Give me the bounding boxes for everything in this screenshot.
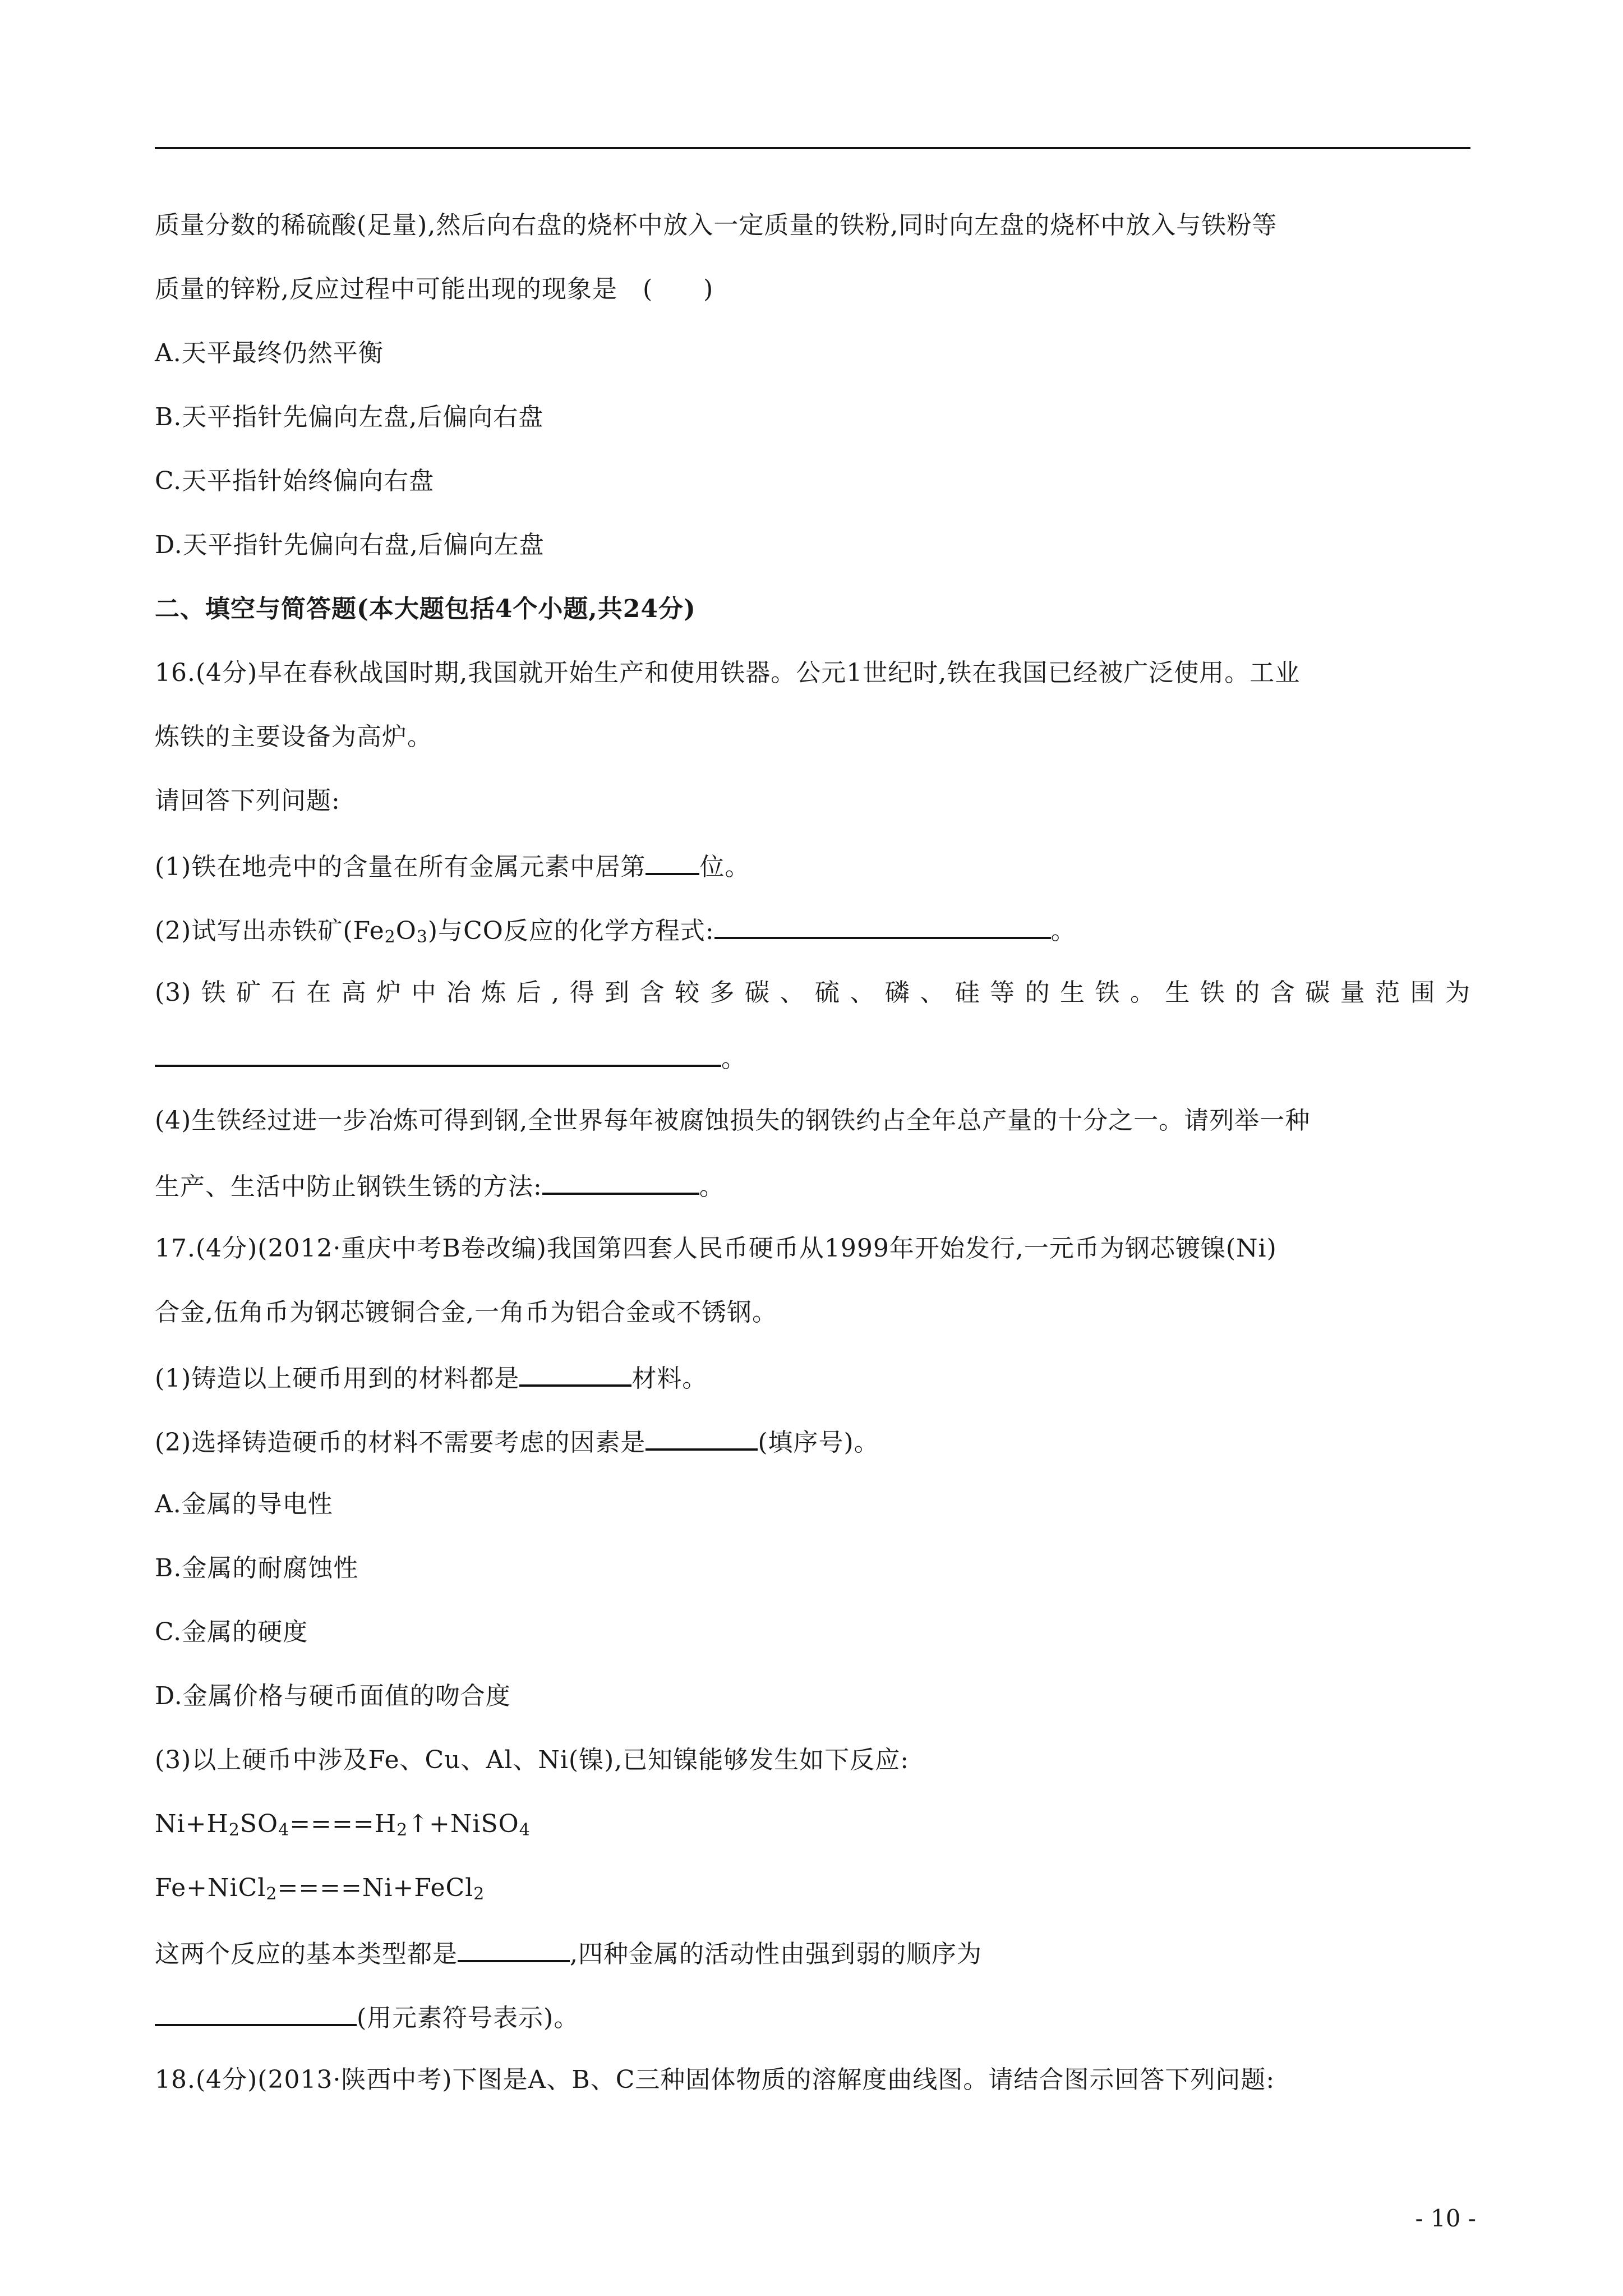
page-number: - 10 - [1415,2205,1476,2232]
equation-2 [155,1871,485,1905]
equation-1 [155,1807,531,1841]
q17-option-b: B.金属的耐腐蚀性 [155,1554,359,1582]
q16-line2: 炼铁的主要设备为高炉。 [155,723,432,751]
section-title: 二、填空与简答题(本大题包括4个小题,共24分) [155,595,696,623]
q16-part4-text: 生产、生活中防止钢铁生锈的方法: [155,1172,542,1201]
q16-part1-end: 位。 [699,853,750,881]
subscript: 2 [228,1820,240,1840]
q16-part3-end: 。 [721,1045,746,1073]
q16-part2-text2: )与CO反应的化学方程式: [427,917,714,945]
q16-part4-end: 。 [699,1172,725,1201]
subscript: 2 [266,1884,278,1904]
q17-line2: 合金,伍角币为钢芯镀铜合金,一角币为铝合金或不锈钢。 [155,1298,777,1327]
eq-text: ====Ni+FeCl [277,1874,474,1902]
q16-part2 [155,912,1076,948]
eq-text: Ni+H [155,1810,229,1838]
q17-part2 [155,1424,879,1460]
eq-text: ====H [289,1810,397,1838]
answer-blank[interactable] [714,912,1051,939]
q17-part1 [155,1360,707,1396]
q16-part4-line2 [155,1168,725,1204]
eq-text: ↑+NiSO [408,1810,519,1838]
q17-part2-end: (填序号)。 [758,1428,879,1457]
q17-part2-text: (2)选择铸造硬币的材料不需要考虑的因素是 [155,1428,646,1457]
subscript: 4 [519,1820,531,1840]
subscript: 4 [278,1820,290,1840]
q16-part2-text: (2)试写出赤铁矿(Fe [155,917,385,945]
q16-line1: 16.(4分)早在春秋战国时期,我国就开始生产和使用铁器。公元1世纪时,铁在我国已经被广泛使用。工业 [155,659,1301,687]
answer-blank[interactable] [458,1935,570,1962]
q17-part3-text: 这两个反应的基本类型都是 [155,1940,458,1968]
q16-part3-line1: (3)铁矿石在高炉中冶炼后,得到含较多碳、硫、磷、硅等的生铁。生铁的含碳量范围为 [155,978,1470,1007]
answer-blank[interactable] [519,1360,631,1387]
q15-stem-line2: 质量的锌粉,反应过程中可能出现的现象是 ( ) [155,275,714,303]
q16-part2-formula: O [395,917,417,945]
q15-option-c: C.天平指针始终偏向右盘 [155,467,435,495]
q17-part3-answer-line [155,1999,579,2035]
q17-option-d: D.金属价格与硬币面值的吻合度 [155,1682,511,1710]
answer-blank[interactable] [155,1040,721,1067]
q17-part3-text2: ,四种金属的活动性由强到弱的顺序为 [570,1940,982,1968]
eq-text: Fe+NiCl [155,1874,266,1902]
q17-line1: 17.(4分)(2012·重庆中考B卷改编)我国第四套人民币硬币从1999年开始发行,一元币为钢芯镀镍(Ni) [155,1234,1277,1263]
q17-part3-question [155,1935,982,1971]
q16-part2-end: 。 [1050,917,1076,945]
answer-blank[interactable] [155,1999,357,2026]
q16-part1-text: (1)铁在地壳中的含量在所有金属元素中居第 [155,853,646,881]
q17-part3: (3)以上硬币中涉及Fe、Cu、Al、Ni(镍),已知镍能够发生如下反应: [155,1746,910,1774]
q17-option-c: C.金属的硬度 [155,1618,308,1646]
q18-line1: 18.(4分)(2013·陕西中考)下图是A、B、C三种固体物质的溶解度曲线图。请结合图示回答下列问题: [155,2065,1275,2094]
subscript: 2 [473,1884,485,1904]
q16-part3-line2 [155,1040,746,1076]
q15-stem-line1: 质量分数的稀硫酸(足量),然后向右盘的烧杯中放入一定质量的铁粉,同时向左盘的烧杯中放入与铁粉等 [155,211,1278,240]
q16-part1 [155,848,750,884]
answer-blank[interactable] [645,1424,758,1451]
eq-text: SO [239,1810,279,1838]
q15-option-b: B.天平指针先偏向左盘,后偏向右盘 [155,403,544,431]
answer-blank[interactable] [645,848,699,875]
subscript: 2 [384,927,396,947]
q16-part4-line1: (4)生铁经过进一步冶炼可得到钢,全世界每年被腐蚀损失的钢铁约占全年总产量的十分之一。请列举一种 [155,1106,1311,1135]
q17-part1-text: (1)铸造以上硬币用到的材料都是 [155,1364,520,1393]
q17-part1-end: 材料。 [631,1364,708,1393]
q17-part3-tail: (用元素符号表示)。 [357,2004,579,2032]
q15-option-a: A.天平最终仍然平衡 [155,339,384,367]
q17-option-a: A.金属的导电性 [155,1490,333,1519]
subscript: 3 [416,927,428,947]
q15-option-d: D.天平指针先偏向右盘,后偏向左盘 [155,531,545,559]
q16-prompt: 请回答下列问题: [155,786,340,815]
header-rule [155,147,1470,149]
subscript: 2 [396,1820,408,1840]
answer-blank[interactable] [542,1168,699,1195]
